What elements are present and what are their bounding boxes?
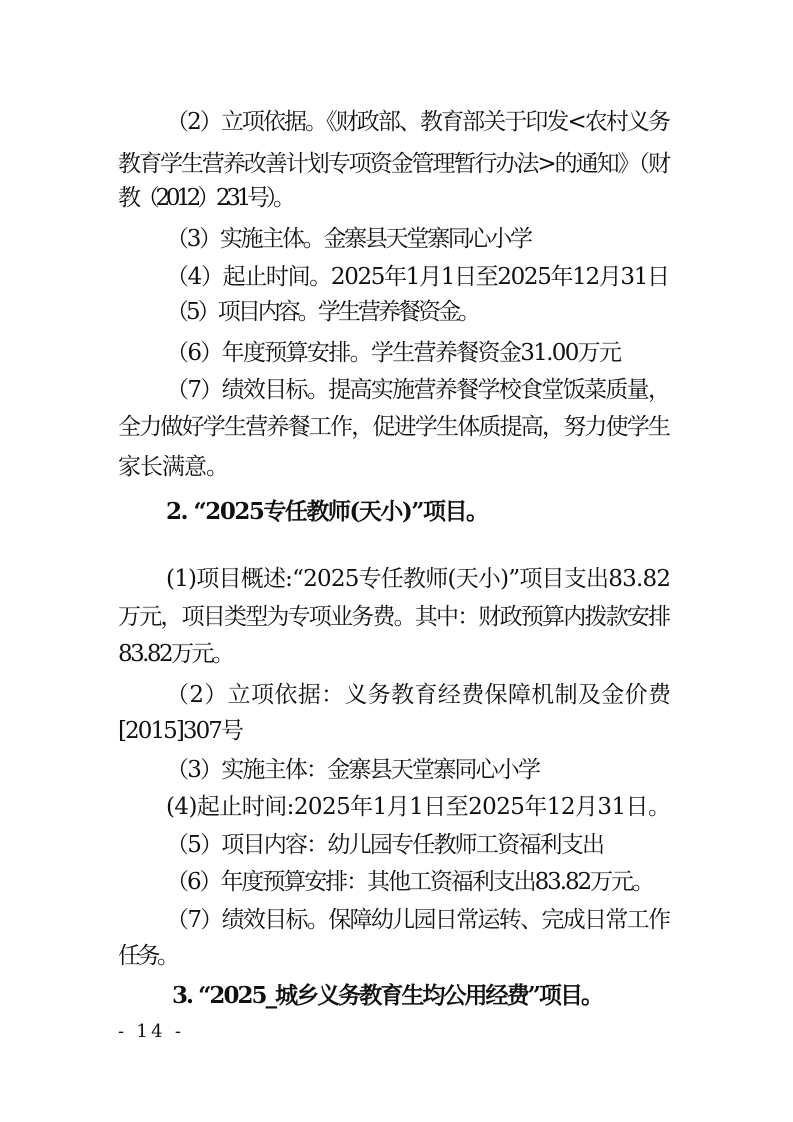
document-page: （2）立项依据。《财政部、教育部关于印发<农村义务 教育学生营养改善计划专项资金管理暂行办法>的通知》（财 教（2012）231号）。 （3）实施主体。金寨县天堂寨同心小学 （4）起止时间。2025年1月1日至2025年12月31日 （5）项目内容。学生营养餐资金。 （6）年度预算安排。学生营养餐资金31.00万元 （7）绩效目标。提高实施营养餐学校食堂饭菜质量， 全力做好学生营养餐工作，促进学生体质提高，努力使学生 家长满意。 2. “2025专任教师(天小)”项目。 (1)项目概述:“2025专任教师(天小)”项目支出83.82 万元，项目类型为专项业务费。其中：财政预算内拨款安排 83.82万元。 （2）立项依据：义务教育经费保障机制及金价费 [2015]307号 （3）实施主体：金寨县天堂寨同心小学 (4)起止时间:2025年1月1日至2025年12月31日。 （5）项目内容：幼儿园专任教师工资福利支出 （6）年度预算安排：其他工资福利支出83.82万元。 （7）绩效目标。保障幼儿园日常运转、完成日常工作 任务。 3. “2025_城乡义务教育生均公用经费”项目。 - 14 - xyxy=(118,109,672,1042)
